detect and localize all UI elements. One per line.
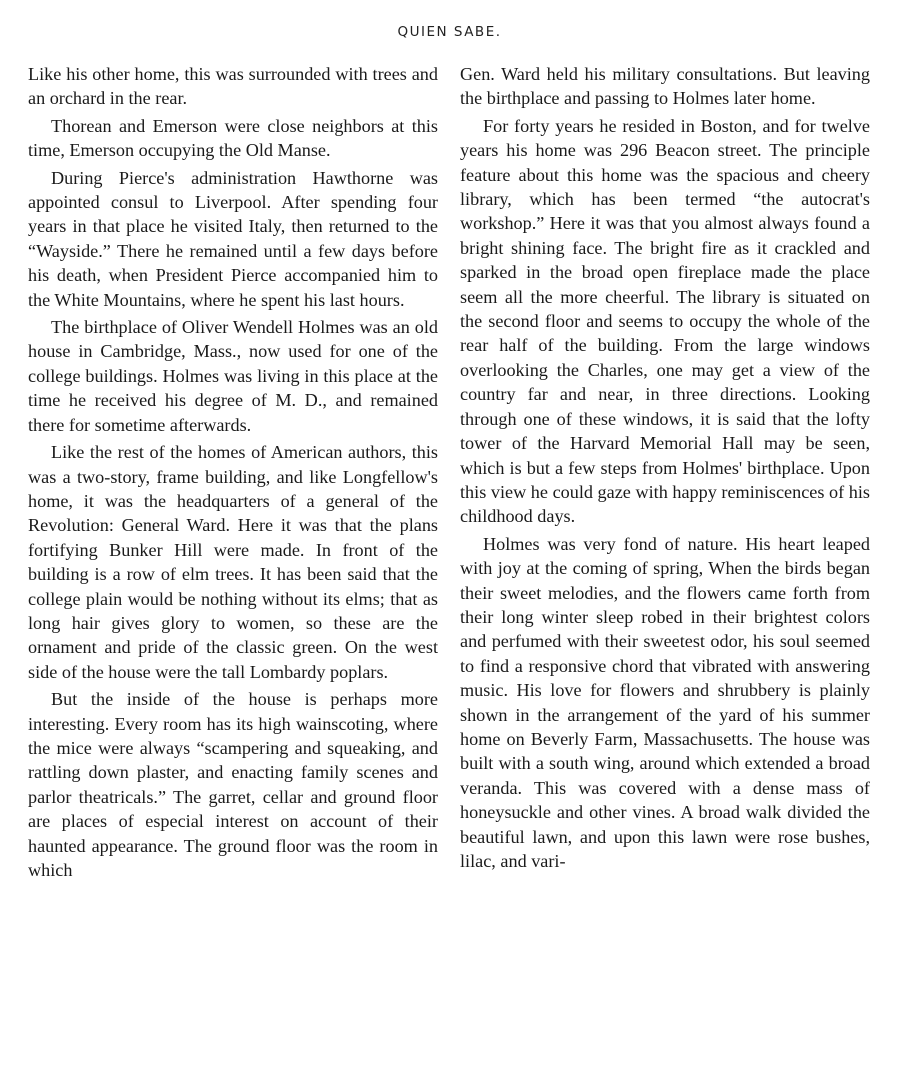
running-head: QUIEN SABE. [397,24,502,40]
paragraph: Thorean and Emerson were close neighbors at this time, Emerson occupying the Old Manse. [28,115,438,161]
paragraph: Holmes was very fond of nature. His heart leaped with joy at the coming of spring, When the birds began their sweet melodies, and the flowers came forth from their long winter sleep robed in their brightest colors and perfumed with their sweetest odor, his soul seemed to find a responsive chord that vibrated with answering music. His love for flowers and shrubbery is plainly shown in the arrangement of the yard of his summer home on Beverly Farm, Massachusetts. The house was built with a south wing, around which extended a broad veranda. This was covered with a dense mass of honeysuckle and other vines. A broad walk divided the beautiful lawn, and upon this lawn were rose bushes, lilac, and vari- [460,533,870,871]
paragraph: Like the rest of the homes of American authors, this was a two-story, frame building, and like Longfellow's home, it was the headquarters of a general of the Revolution: General Ward. Here it was that the plans fortifying Bunker Hill were made. In front of the building is a row of elm trees. It has been said that the college plain would be nothing without its elms; that as long hair gives glory to women, so these are the ornament and pride of the classic green. On the west side of the house were the tall Lombardy poplars. [28,442,438,682]
right-column [460,62,870,876]
paragraph: But the inside of the house is perhaps more interesting. Every room has its high wainscoting, where the mice were always “scampering and squeaking, and rattling down plaster, and enacting family scenes and parlor theatricals.” The garret, cellar and ground floor are places of especial interest on account of their haunted appearance. The ground floor was the room in which [28,689,438,880]
paragraph: Gen. Ward held his military consultations. But leaving the birthplace and passing to Holmes later home. [460,64,870,109]
paragraph: During Pierce's administration Hawthorne was appointed consul to Liverpool. After spending four years in that place he visited Italy, then returned to the “Wayside.” There he remained until a few days before his death, when President Pierce accompanied him to the White Mountains, where he spent his last hours. [28,167,438,310]
paragraph: The birthplace of Oliver Wendell Holmes was an old house in Cambridge, Mass., now used for one of the college buildings. Holmes was living in this place at the time he received his degree of M. D., and remained there for sometime afterwards. [28,317,438,435]
paragraph: For forty years he resided in Boston, and for twelve years his home was 296 Beacon street. The principle feature about this home was the spacious and cheery library, which has been termed “the autocrat's workshop.” Here it was that you almost always found a bright shining face. The bright fire as it crackled and sparked in the broad open fireplace made the place seem all the more cheerful. The library is situated on the second floor and seems to occupy the whole of the rear half of the building. From the large windows overlooking the Charles, one may get a view of the country far and near, in three directions. Looking through one of these windows, it is said that the lofty tower of the Harvard Memorial Hall may be seen, which is but a few steps from Holmes' birthplace. Upon this view he could gaze with happy reminiscences of his childhood days. [460,115,870,527]
paragraph: Like his other home, this was surrounded with trees and an orchard in the rear. [28,64,438,109]
left-column [28,62,438,885]
